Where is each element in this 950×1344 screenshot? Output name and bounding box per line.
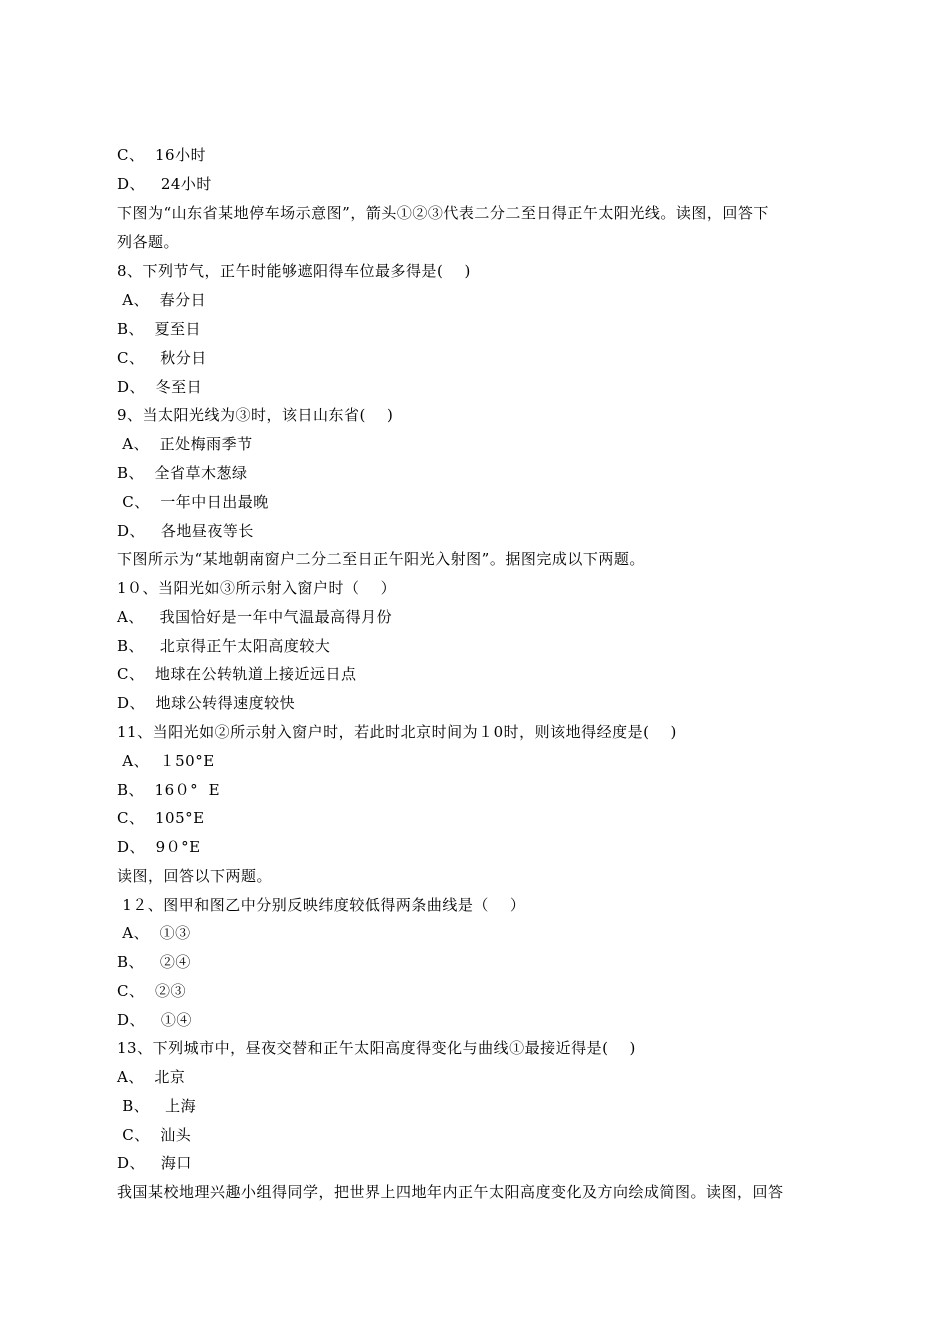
- question-9-option-d: D、 各地昼夜等长: [117, 522, 254, 540]
- question-10-option-d: D、 地球公转得速度较快: [117, 694, 296, 712]
- question-12-option-a: A、 ①③: [117, 924, 191, 942]
- question-13-option-a: A、 北京: [117, 1068, 186, 1086]
- question-10: 1０、当阳光如③所示射入窗户时（ ）: [117, 579, 397, 597]
- question-11-option-d: D、 9０°E: [117, 838, 201, 856]
- question-10-option-b: B、 北京得正午太阳高度较大: [117, 637, 331, 655]
- option-d-24-hours: D、 24小时: [117, 175, 212, 193]
- question-12-option-b: B、 ②④: [117, 953, 191, 971]
- question-13-option-c: C、 汕头: [117, 1126, 192, 1144]
- question-12-option-d: D、 ①④: [117, 1011, 192, 1029]
- question-10-option-a: A、 我国恰好是一年中气温最高得月份: [117, 608, 393, 626]
- question-10-option-c: C、 地球在公转轨道上接近远日点: [117, 665, 357, 683]
- question-8-option-b: B、 夏至日: [117, 320, 202, 338]
- question-8: 8、下列节气，正午时能够遮阳得车位最多得是( ): [117, 262, 471, 280]
- question-13-option-b: B、 上海: [117, 1097, 197, 1115]
- question-8-option-c: C、 秋分日: [117, 349, 207, 367]
- question-13: 13、下列城市中，昼夜交替和正午太阳高度得变化与曲线①最接近得是( ): [117, 1039, 636, 1057]
- option-c-16-hours: C、 16小时: [117, 146, 207, 164]
- question-11-option-c: C、 105°E: [117, 809, 205, 827]
- intro-parking-lot-cont: 列各题。: [117, 233, 180, 251]
- intro-four-places: 我国某校地理兴趣小组得同学，把世界上四地年内正午太阳高度变化及方向绘成简图。读图，回答: [117, 1183, 784, 1201]
- question-9-option-a: A、 正处梅雨季节: [117, 435, 253, 453]
- question-11-option-b: B、 16０° E: [117, 781, 221, 799]
- question-12: 1２、图甲和图乙中分别反映纬度较低得两条曲线是（ ）: [117, 896, 526, 914]
- question-12-option-c: C、 ②③: [117, 982, 187, 1000]
- intro-window: 下图所示为“某地朝南窗户二分二至日正午阳光入射图”。据图完成以下两题。: [117, 550, 645, 568]
- question-11-option-a: A、 １50°E: [117, 752, 215, 770]
- question-11: 11、当阳光如②所示射入窗户时，若此时北京时间为１0时，则该地得经度是( ): [117, 723, 677, 741]
- question-8-option-d: D、 冬至日: [117, 378, 203, 396]
- intro-read-figure: 读图，回答以下两题。: [117, 867, 273, 885]
- question-9-option-b: B、 全省草木葱绿: [117, 464, 248, 482]
- intro-parking-lot: 下图为“山东省某地停车场示意图”，箭头①②③代表二分二至日得正午太阳光线。读图，回答下: [117, 204, 769, 222]
- question-9-option-c: C、 一年中日出最晚: [117, 493, 269, 511]
- question-9: 9、当太阳光线为③时，该日山东省( ): [117, 406, 394, 424]
- question-13-option-d: D、 海口: [117, 1154, 192, 1172]
- question-8-option-a: A、 春分日: [117, 291, 207, 309]
